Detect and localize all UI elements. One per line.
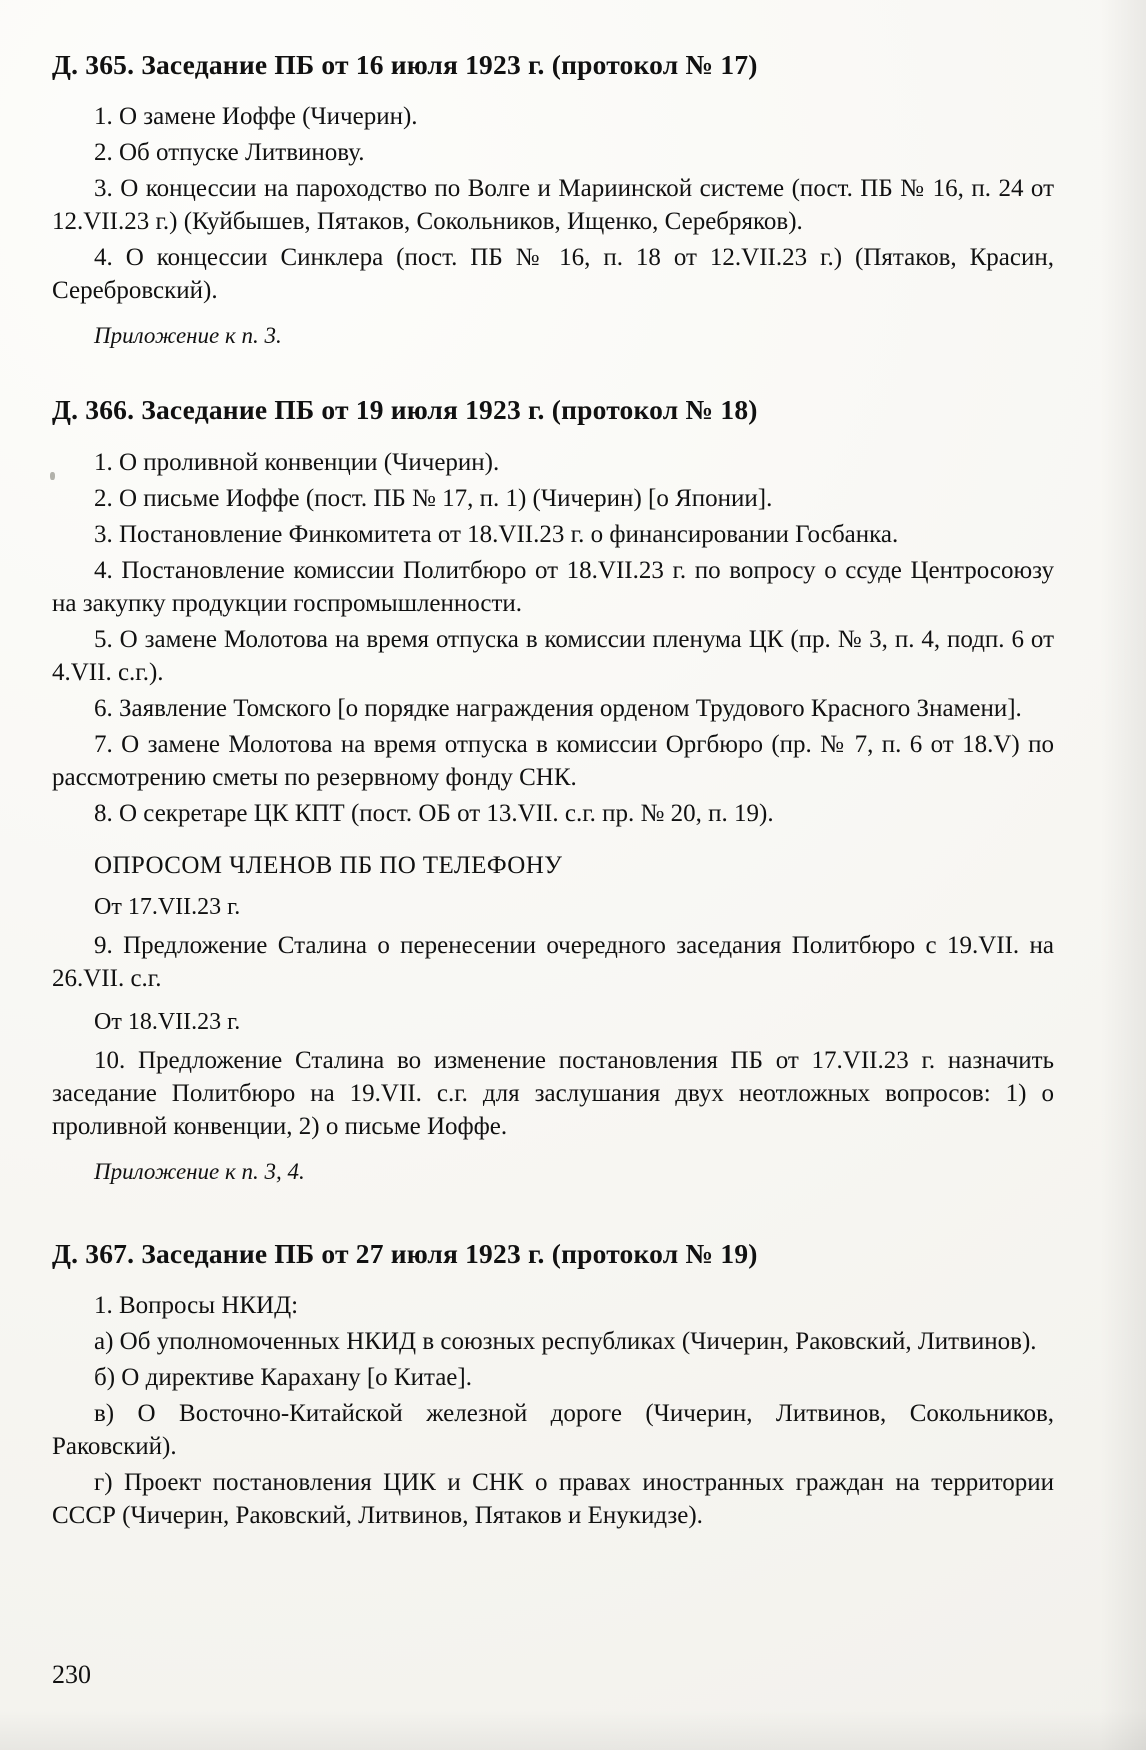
list-item: 7. О замене Молотова на время отпуска в комиссии Оргбюро (пр. № 7, п. 6 от 18.V) по рассмотрению сметы по резервному фонду СНК. [52, 730, 1054, 791]
section-heading-365: Д. 365. Заседание ПБ от 16 июля 1923 г. (протокол № 17) [52, 49, 758, 80]
section-heading-367: Д. 367. Заседание ПБ от 27 июля 1923 г. (протокол № 19) [52, 1237, 758, 1269]
list-item: б) О директиве Карахану [о Китае]. [94, 1364, 472, 1392]
list-item: 2. О письме Иоффе (пост. ПБ № 17, п. 1) (Чичерин) [о Японии]. [94, 484, 773, 512]
list-item: 3. Постановление Финкомитета от 18.VII.23 г. о финансировании Госбанка. [94, 520, 899, 548]
list-item: 1. Вопросы НКИД: [94, 1292, 299, 1320]
list-item: 10. Предложение Сталина во изменение постановления ПБ от 17.VII.23 г. назначить заседание Политбюро на 19.VII. с.г. для заслушания двух неотложных вопросов: 1) о проливной конвенции, 2) о письме Иоффе. [52, 1046, 1054, 1140]
section-heading-366: Д. 366. Заседание ПБ от 19 июля 1923 г. (протокол № 18) [52, 394, 758, 426]
list-item: 5. О замене Молотова на время отпуска в комиссии пленума ЦК (пр. № 3, п. 4, подп. 6 от 4.VII. с.г.). [52, 625, 1054, 686]
list-item: в) О Восточно-Китайской железной дороге (Чичерин, Литвинов, Сокольников, Раковский). [52, 1400, 1054, 1461]
list-item: 1. О замене Иоффе (Чичерин). [94, 103, 418, 131]
appendix-note: Приложение к п. 3, 4. [94, 1158, 305, 1184]
list-item: 4. О концессии Синклера (пост. ПБ № 16, п. 18 от 12.VII.23 г.) (Пятаков, Красин, Серебровский). [52, 244, 1054, 305]
page-number: 230 [52, 1660, 91, 1689]
page-edge-shadow [1100, 0, 1146, 1750]
list-item: а) Об уполномоченных НКИД в союзных республиках (Чичерин, Раковский, Литвинов). [94, 1328, 1037, 1356]
list-item: 2. Об отпуске Литвинову. [94, 139, 365, 167]
poll-date: От 17.VII.23 г. [94, 893, 241, 920]
list-item: 8. О секретаре ЦК КПТ (пост. ОБ от 13.VII. с.г. пр. № 20, п. 19). [94, 799, 774, 827]
list-item: г) Проект постановления ЦИК и СНК о правах иностранных граждан на территории СССР (Чичерин, Раковский, Литвинов, Пятаков и Енукидзе). [52, 1469, 1054, 1530]
list-item: 1. О проливной конвенции (Чичерин). [94, 448, 500, 476]
page-bottom-shadow [0, 1710, 1146, 1750]
list-item: 4. Постановление комиссии Политбюро от 18.VII.23 г. по вопросу о ссуде Центросоюзу на закупку продукции госпромышленности. [52, 556, 1054, 617]
poll-date: От 18.VII.23 г. [94, 1008, 241, 1035]
list-item: 6. Заявление Томского [о порядке награждения орденом Трудового Красного Знамени]. [94, 694, 1022, 722]
appendix-note: Приложение к п. 3. [94, 323, 282, 349]
list-item: 9. Предложение Сталина о перенесении очередного заседания Политбюро с 19.VII. на 26.VII. с.г. [52, 931, 1054, 992]
poll-subheading: ОПРОСОМ ЧЛЕНОВ ПБ ПО ТЕЛЕФОНУ [94, 851, 563, 879]
list-item: 3. О концессии на пароходство по Волге и Мариинской системе (пост. ПБ № 16, п. 24 от 12.VII.23 г.) (Куйбышев, Пятаков, Сокольников, Ищенко, Серебряков). [52, 175, 1054, 236]
page-content [52, 48, 1054, 1535]
